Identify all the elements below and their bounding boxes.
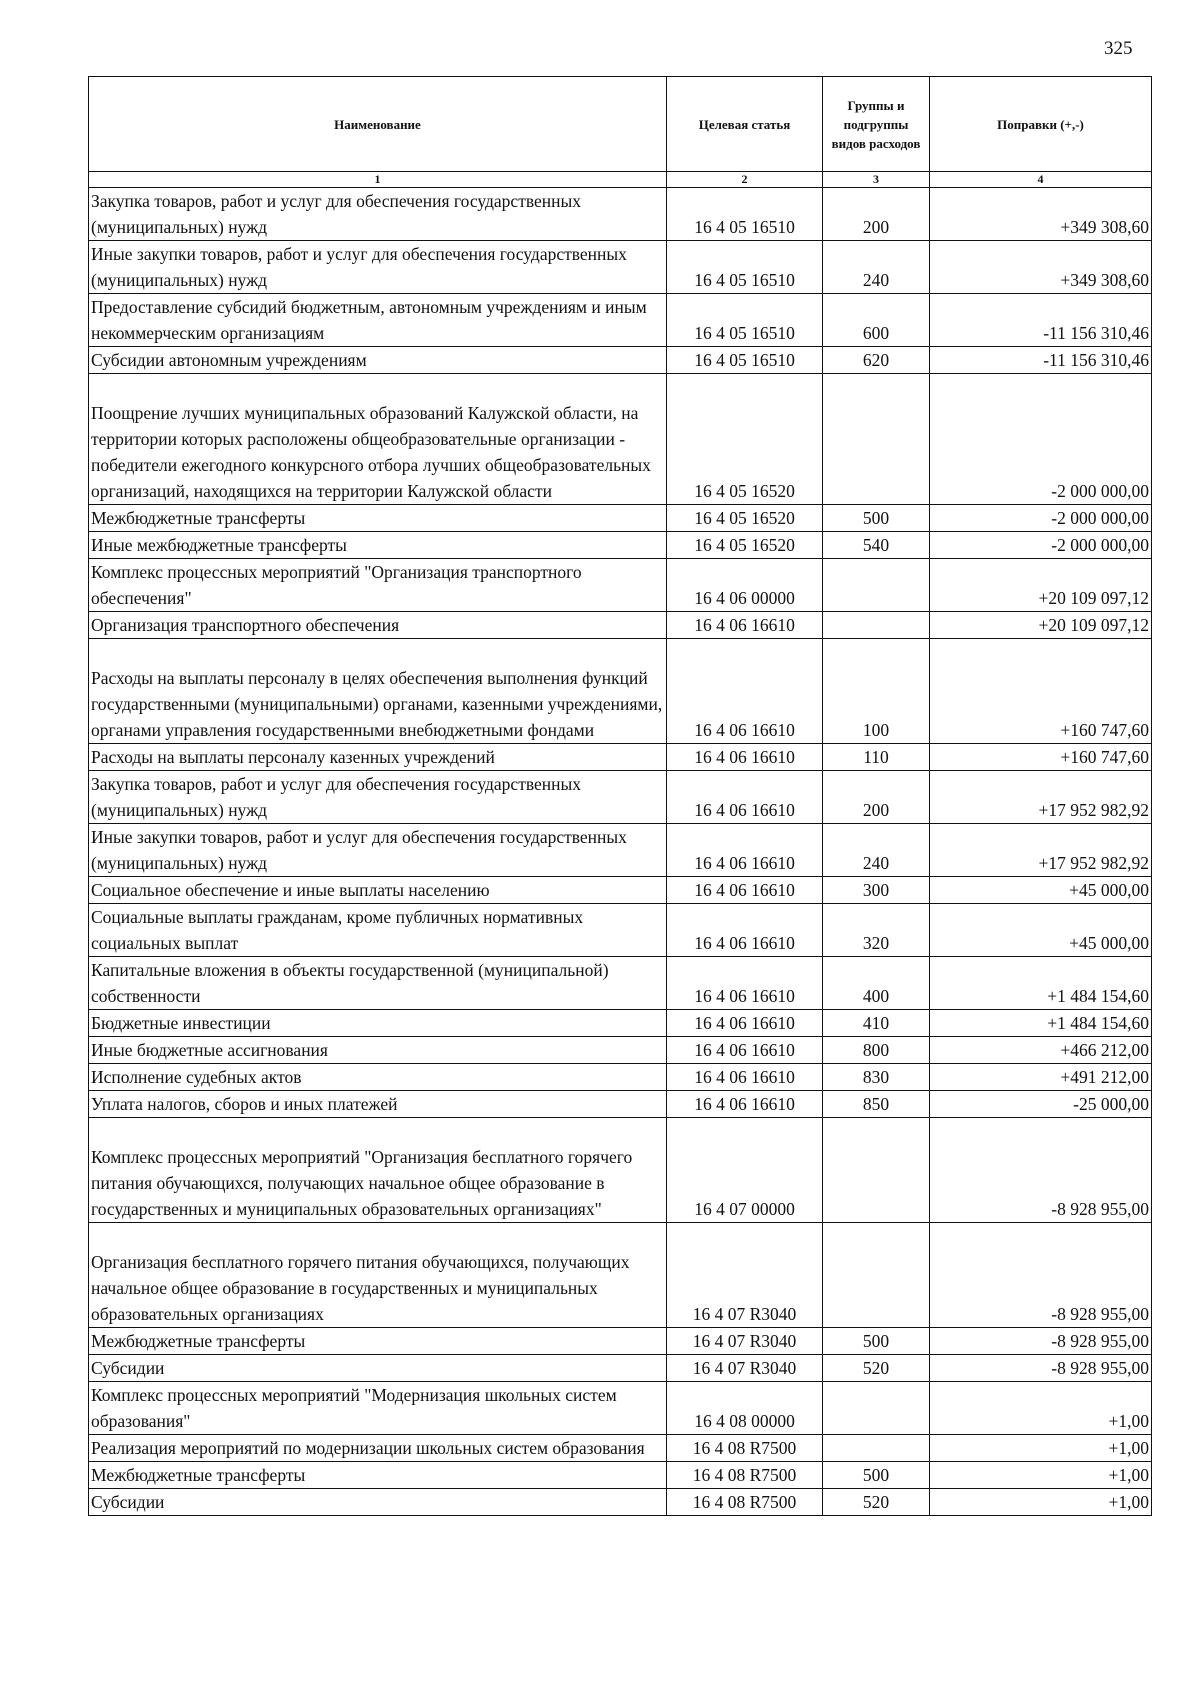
row-expense-group-cell: 100 bbox=[823, 639, 930, 744]
row-expense-group-cell bbox=[823, 1223, 930, 1328]
row-target-code-cell: 16 4 06 16610 bbox=[667, 824, 823, 877]
table-row bbox=[89, 347, 1152, 374]
table-row bbox=[89, 505, 1152, 532]
row-target-code-cell: 16 4 07 R3040 bbox=[667, 1355, 823, 1382]
row-name-cell: Субсидии bbox=[89, 1489, 667, 1516]
row-amendment-amount-cell: -2 000 000,00 bbox=[930, 532, 1152, 559]
header-target: Целевая статья bbox=[667, 77, 823, 172]
row-target-code-cell: 16 4 08 R7500 bbox=[667, 1462, 823, 1489]
column-number-row bbox=[89, 172, 1152, 188]
row-target-code-cell: 16 4 05 16520 bbox=[667, 374, 823, 505]
row-expense-group-cell: 110 bbox=[823, 744, 930, 771]
table-row bbox=[89, 824, 1152, 877]
row-expense-group-cell bbox=[823, 1382, 930, 1435]
table-row bbox=[89, 771, 1152, 824]
row-amendment-amount-cell: +1 484 154,60 bbox=[930, 1010, 1152, 1037]
row-expense-group-cell bbox=[823, 1435, 930, 1462]
row-name-cell: Межбюджетные трансферты bbox=[89, 1328, 667, 1355]
row-name-cell: Субсидии bbox=[89, 1355, 667, 1382]
row-expense-group-cell: 240 bbox=[823, 241, 930, 294]
row-expense-group-cell: 800 bbox=[823, 1037, 930, 1064]
row-name-cell: Межбюджетные трансферты bbox=[89, 505, 667, 532]
row-name-cell: Иные закупки товаров, работ и услуг для обеспечения государственных (муниципальных) нужд bbox=[89, 824, 667, 877]
header-groups: Группы и подгруппы видов расходов bbox=[823, 77, 930, 172]
row-target-code-cell: 16 4 06 16610 bbox=[667, 744, 823, 771]
table-row bbox=[89, 1064, 1152, 1091]
row-amendment-amount-cell: +1 484 154,60 bbox=[930, 957, 1152, 1010]
row-target-code-cell: 16 4 06 00000 bbox=[667, 559, 823, 612]
table-row bbox=[89, 532, 1152, 559]
row-expense-group-cell: 540 bbox=[823, 532, 930, 559]
row-name-cell: Организация бесплатного горячего питания обучающихся, получающих начальное общее образование в государственных и муниципальных образовательных организациях bbox=[89, 1223, 667, 1328]
row-name-cell: Закупка товаров, работ и услуг для обеспечения государственных (муниципальных) нужд bbox=[89, 771, 667, 824]
column-number: 4 bbox=[930, 172, 1152, 188]
table-row bbox=[89, 188, 1152, 241]
row-expense-group-cell: 500 bbox=[823, 1328, 930, 1355]
row-amendment-amount-cell: +349 308,60 bbox=[930, 241, 1152, 294]
row-amendment-amount-cell: -8 928 955,00 bbox=[930, 1223, 1152, 1328]
row-amendment-amount-cell: +491 212,00 bbox=[930, 1064, 1152, 1091]
row-amendment-amount-cell: +1,00 bbox=[930, 1462, 1152, 1489]
table-row bbox=[89, 1223, 1152, 1328]
row-amendment-amount-cell: -8 928 955,00 bbox=[930, 1355, 1152, 1382]
table-row bbox=[89, 877, 1152, 904]
row-name-cell: Предоставление субсидий бюджетным, автономным учреждениям и иным некоммерческим организациям bbox=[89, 294, 667, 347]
header-amendments: Поправки (+,-) bbox=[930, 77, 1152, 172]
row-target-code-cell: 16 4 06 16610 bbox=[667, 877, 823, 904]
column-number: 3 bbox=[823, 172, 930, 188]
row-target-code-cell: 16 4 05 16510 bbox=[667, 294, 823, 347]
row-amendment-amount-cell: -8 928 955,00 bbox=[930, 1118, 1152, 1223]
row-expense-group-cell: 830 bbox=[823, 1064, 930, 1091]
row-target-code-cell: 16 4 07 R3040 bbox=[667, 1223, 823, 1328]
row-expense-group-cell: 500 bbox=[823, 505, 930, 532]
table-row bbox=[89, 612, 1152, 639]
row-expense-group-cell: 320 bbox=[823, 904, 930, 957]
table-row bbox=[89, 559, 1152, 612]
row-target-code-cell: 16 4 06 16610 bbox=[667, 1037, 823, 1064]
table-row bbox=[89, 1091, 1152, 1118]
row-name-cell: Межбюджетные трансферты bbox=[89, 1462, 667, 1489]
row-target-code-cell: 16 4 05 16510 bbox=[667, 347, 823, 374]
row-amendment-amount-cell: +160 747,60 bbox=[930, 639, 1152, 744]
row-expense-group-cell: 240 bbox=[823, 824, 930, 877]
row-amendment-amount-cell: -2 000 000,00 bbox=[930, 374, 1152, 505]
row-expense-group-cell: 600 bbox=[823, 294, 930, 347]
table-row bbox=[89, 374, 1152, 505]
row-target-code-cell: 16 4 06 16610 bbox=[667, 957, 823, 1010]
row-amendment-amount-cell: +160 747,60 bbox=[930, 744, 1152, 771]
row-expense-group-cell bbox=[823, 559, 930, 612]
budget-amendments-table bbox=[88, 76, 1152, 1516]
row-expense-group-cell: 850 bbox=[823, 1091, 930, 1118]
row-amendment-amount-cell: +349 308,60 bbox=[930, 188, 1152, 241]
row-amendment-amount-cell: +20 109 097,12 bbox=[930, 612, 1152, 639]
table-row bbox=[89, 744, 1152, 771]
row-name-cell: Иные бюджетные ассигнования bbox=[89, 1037, 667, 1064]
row-target-code-cell: 16 4 06 16610 bbox=[667, 1064, 823, 1091]
row-expense-group-cell: 200 bbox=[823, 771, 930, 824]
header-name: Наименование bbox=[89, 77, 667, 172]
row-amendment-amount-cell: +20 109 097,12 bbox=[930, 559, 1152, 612]
row-target-code-cell: 16 4 05 16510 bbox=[667, 188, 823, 241]
row-amendment-amount-cell: +1,00 bbox=[930, 1435, 1152, 1462]
row-amendment-amount-cell: +45 000,00 bbox=[930, 877, 1152, 904]
row-name-cell: Исполнение судебных актов bbox=[89, 1064, 667, 1091]
row-amendment-amount-cell: +1,00 bbox=[930, 1382, 1152, 1435]
row-name-cell: Комплекс процессных мероприятий "Модернизация школьных систем образования" bbox=[89, 1382, 667, 1435]
row-target-code-cell: 16 4 08 R7500 bbox=[667, 1489, 823, 1516]
table-row bbox=[89, 1489, 1152, 1516]
row-target-code-cell: 16 4 05 16510 bbox=[667, 241, 823, 294]
table-row bbox=[89, 1010, 1152, 1037]
row-target-code-cell: 16 4 06 16610 bbox=[667, 904, 823, 957]
row-amendment-amount-cell: +1,00 bbox=[930, 1489, 1152, 1516]
table-row bbox=[89, 1355, 1152, 1382]
row-name-cell: Расходы на выплаты персоналу казенных учреждений bbox=[89, 744, 667, 771]
row-name-cell: Субсидии автономным учреждениям bbox=[89, 347, 667, 374]
row-amendment-amount-cell: -11 156 310,46 bbox=[930, 294, 1152, 347]
row-name-cell: Реализация мероприятий по модернизации школьных систем образования bbox=[89, 1435, 667, 1462]
row-name-cell: Комплекс процессных мероприятий "Организация бесплатного горячего питания обучающихся, получающих начальное общее образование в государственных и муниципальных образовательных организациях" bbox=[89, 1118, 667, 1223]
row-target-code-cell: 16 4 08 R7500 bbox=[667, 1435, 823, 1462]
row-amendment-amount-cell: -2 000 000,00 bbox=[930, 505, 1152, 532]
row-expense-group-cell bbox=[823, 374, 930, 505]
row-name-cell: Иные закупки товаров, работ и услуг для обеспечения государственных (муниципальных) нужд bbox=[89, 241, 667, 294]
column-number: 1 bbox=[89, 172, 667, 188]
table-header-row bbox=[89, 77, 1152, 172]
row-expense-group-cell: 500 bbox=[823, 1462, 930, 1489]
row-amendment-amount-cell: -8 928 955,00 bbox=[930, 1328, 1152, 1355]
row-amendment-amount-cell: +45 000,00 bbox=[930, 904, 1152, 957]
table-row bbox=[89, 241, 1152, 294]
table-row bbox=[89, 1037, 1152, 1064]
row-expense-group-cell: 520 bbox=[823, 1355, 930, 1382]
table-body bbox=[89, 188, 1152, 1516]
row-expense-group-cell bbox=[823, 612, 930, 639]
row-name-cell: Закупка товаров, работ и услуг для обеспечения государственных (муниципальных) нужд bbox=[89, 188, 667, 241]
row-expense-group-cell: 410 bbox=[823, 1010, 930, 1037]
row-target-code-cell: 16 4 05 16520 bbox=[667, 505, 823, 532]
row-target-code-cell: 16 4 07 00000 bbox=[667, 1118, 823, 1223]
row-target-code-cell: 16 4 06 16610 bbox=[667, 1010, 823, 1037]
table-row bbox=[89, 1382, 1152, 1435]
row-name-cell: Поощрение лучших муниципальных образований Калужской области, на территории которых расположены общеобразовательные организации - победители ежегодного конкурсного отбора лучших общеобразовательных организаций, находящихся на территории Калужской области bbox=[89, 374, 667, 505]
table-row bbox=[89, 957, 1152, 1010]
table-row bbox=[89, 1328, 1152, 1355]
row-target-code-cell: 16 4 05 16520 bbox=[667, 532, 823, 559]
row-name-cell: Социальное обеспечение и иные выплаты населению bbox=[89, 877, 667, 904]
row-expense-group-cell: 400 bbox=[823, 957, 930, 1010]
row-target-code-cell: 16 4 08 00000 bbox=[667, 1382, 823, 1435]
row-target-code-cell: 16 4 06 16610 bbox=[667, 612, 823, 639]
row-amendment-amount-cell: -11 156 310,46 bbox=[930, 347, 1152, 374]
page-number: 325 bbox=[1104, 38, 1133, 59]
table-row bbox=[89, 1462, 1152, 1489]
row-name-cell: Капитальные вложения в объекты государственной (муниципальной) собственности bbox=[89, 957, 667, 1010]
row-name-cell: Организация транспортного обеспечения bbox=[89, 612, 667, 639]
table-row bbox=[89, 639, 1152, 744]
row-name-cell: Иные межбюджетные трансферты bbox=[89, 532, 667, 559]
table-row bbox=[89, 294, 1152, 347]
row-amendment-amount-cell: +17 952 982,92 bbox=[930, 824, 1152, 877]
row-target-code-cell: 16 4 06 16610 bbox=[667, 639, 823, 744]
column-number: 2 bbox=[667, 172, 823, 188]
row-expense-group-cell: 200 bbox=[823, 188, 930, 241]
row-expense-group-cell: 520 bbox=[823, 1489, 930, 1516]
row-expense-group-cell bbox=[823, 1118, 930, 1223]
row-name-cell: Расходы на выплаты персоналу в целях обеспечения выполнения функций государственными (муниципальными) органами, казенными учреждениями, органами управления государственными внебюджетными фондами bbox=[89, 639, 667, 744]
row-target-code-cell: 16 4 06 16610 bbox=[667, 1091, 823, 1118]
row-expense-group-cell: 300 bbox=[823, 877, 930, 904]
table-row bbox=[89, 1118, 1152, 1223]
row-target-code-cell: 16 4 06 16610 bbox=[667, 771, 823, 824]
row-target-code-cell: 16 4 07 R3040 bbox=[667, 1328, 823, 1355]
row-expense-group-cell: 620 bbox=[823, 347, 930, 374]
row-name-cell: Социальные выплаты гражданам, кроме публичных нормативных социальных выплат bbox=[89, 904, 667, 957]
row-amendment-amount-cell: +466 212,00 bbox=[930, 1037, 1152, 1064]
row-amendment-amount-cell: +17 952 982,92 bbox=[930, 771, 1152, 824]
row-name-cell: Бюджетные инвестиции bbox=[89, 1010, 667, 1037]
table-row bbox=[89, 1435, 1152, 1462]
table-row bbox=[89, 904, 1152, 957]
row-name-cell: Уплата налогов, сборов и иных платежей bbox=[89, 1091, 667, 1118]
row-amendment-amount-cell: -25 000,00 bbox=[930, 1091, 1152, 1118]
row-name-cell: Комплекс процессных мероприятий "Организация транспортного обеспечения" bbox=[89, 559, 667, 612]
